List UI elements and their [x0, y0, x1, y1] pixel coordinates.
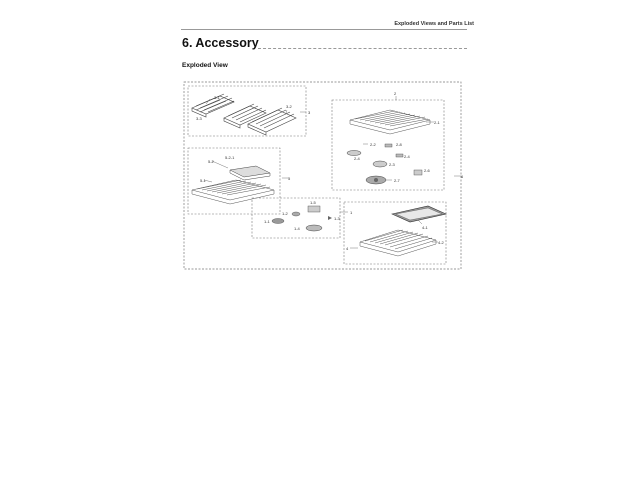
part-1-5 — [308, 206, 320, 212]
callout-1-1: 1-1 — [264, 219, 270, 224]
rack-4-2 — [360, 230, 436, 256]
callout-4-2: 4-2 — [438, 240, 444, 245]
part-1-3 — [328, 216, 332, 220]
callout-5: 5 — [288, 176, 291, 181]
group-rack-4 — [344, 202, 446, 264]
callout-1: 1 — [350, 210, 353, 215]
group-parts-1 — [252, 198, 353, 238]
grate-middle — [224, 104, 266, 128]
callout-1-2: 1-2 — [282, 211, 288, 216]
callout-2: 2 — [394, 91, 397, 96]
group-grates — [188, 86, 311, 136]
callout-2-8: 2-8 — [396, 142, 402, 147]
callout-2-6: 2-6 — [424, 168, 430, 173]
running-header: Exploded Views and Parts List — [394, 21, 474, 27]
grate-right — [248, 108, 296, 135]
callout-4-1: 4-1 — [422, 225, 428, 230]
callout-3-1: 3-1 — [214, 95, 220, 100]
part-1-2 — [292, 212, 300, 216]
outer-frame — [184, 82, 461, 269]
page-title: 6. Accessory — [182, 36, 259, 50]
part-5-2-pan — [230, 166, 270, 177]
callout-2-1: 2-1 — [434, 120, 440, 125]
rack-5-1 — [192, 180, 274, 204]
callout-2-4: 2-4 — [354, 156, 360, 161]
callout-5-2: 5-2 — [208, 159, 214, 164]
callout-1-4: 1-4 — [294, 226, 300, 231]
part-2-4-round — [347, 151, 361, 156]
callout-1-5: 1-5 — [310, 200, 316, 205]
callout-3: 3 — [308, 110, 311, 115]
grate-left — [192, 94, 234, 117]
title-divider — [258, 48, 467, 49]
part-1-4 — [306, 225, 322, 231]
callout-3-3: 3-3 — [196, 116, 202, 121]
header-divider — [181, 29, 467, 30]
rack-2-1 — [350, 110, 430, 134]
callout-2-3: 2-3 — [389, 162, 395, 167]
group-rack-5 — [188, 148, 291, 214]
part-1-1 — [272, 219, 284, 224]
callout-5-1: 5-1 — [200, 178, 206, 183]
callout-4: 4 — [346, 246, 349, 251]
callout-2-4b: 2-4 — [404, 154, 410, 159]
group-rack-2 — [332, 91, 444, 190]
part-2-5-round — [373, 161, 387, 167]
callout-1-3: 1-3 — [334, 216, 340, 221]
callout-3-2: 3-2 — [286, 104, 292, 109]
section-subtitle: Exploded View — [182, 62, 228, 69]
callout-2-2: 2-2 — [370, 142, 376, 147]
exploded-view-diagram — [182, 76, 467, 272]
callout-2-7: 2-7 — [394, 178, 400, 183]
callout-5-2-1: 5-2-1 — [225, 155, 235, 160]
callout-6: 6 — [461, 174, 464, 179]
